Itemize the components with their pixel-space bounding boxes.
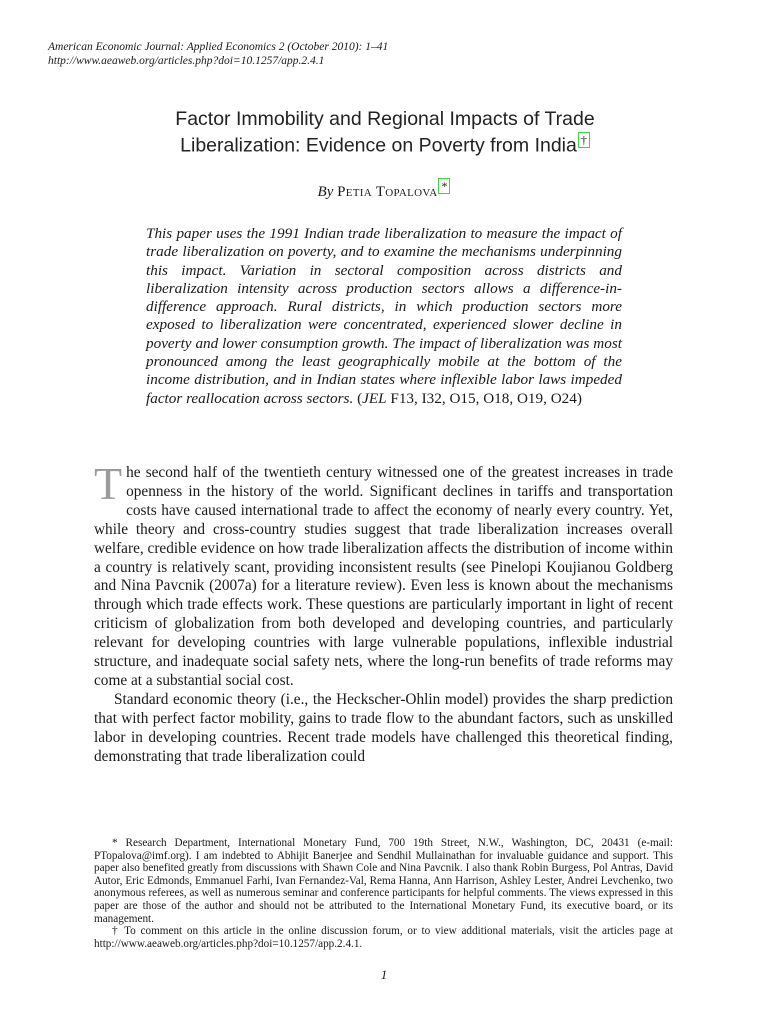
body-text [94,458,673,767]
author-name: Petia Topalova [337,184,438,200]
abstract-text: This paper uses the 1991 Indian trade liberalization to measure the impact of trade liberalization on poverty, and to examine the mechanisms underpinning this impact. Variation in sectoral composition across districts and liberalization intensity across production sectors allows a difference-in-difference approach. Rural districts, in which production sectors more exposed to liberalization were concentrated, experienced slower decline in poverty and lower consumption growth. The impact of liberalization was most pronounced among the least geographically mobile at the bottom of the income distribution, and in Indian states where inflexible labor laws impeded factor reallocation across sectors. [146,225,622,407]
title-line-2-text: Liberalization: Evidence on Poverty from India [180,134,577,157]
paper-title [60,107,710,159]
paragraph-2: Standard economic theory (i.e., the Heckscher-Ohlin model) provides the sharp prediction that with perfect factor mobility, gains to trade flow to the abundant factors, such as unskilled labor in developing countries. Recent trade models have challenged this theoretical finding, demonstrating that trade liberalization could [94,690,673,765]
jel-open: ( [357,389,363,407]
author-footnote-link[interactable]: * [438,178,450,194]
page-number: 1 [380,967,388,982]
journal-citation: American Economic Journal: Applied Economics 2 (October 2010): 1–41 [48,41,389,53]
drop-cap: T [94,458,123,509]
abstract [146,225,622,408]
paragraph-1 [94,458,673,691]
title-line-1: Factor Immobility and Regional Impacts of Trade [175,108,595,130]
jel-codes [357,390,582,407]
author-line [0,178,768,202]
footnotes [94,837,673,950]
footnote-star: * Research Department, International Monetary Fund, 700 19th Street, N.W., Washington, DC, 20431 (e-mail: PTopalova@imf.org). I am indebted to Abhijit Banerjee and Sendhil Mullainathan for invaluable guidance and support. This paper also benefited greatly from discussions with Shawn Cole and Nina Pavcnik. I also thank Robin Burgess, Pol Antras, David Autor, Eric Edmonds, Emmanuel Farhi, Ivan Fernandez-Val, Rema Hanna, Ann Harrison, Ashley Lester, Andrei Levchenko, two anonymous referees, as well as numerous seminar and conference participants for helpful comments. The views expressed in this paper are those of the author and should not be attributed to the International Monetary Fund, its executive board, or its management. [94,837,673,925]
title-line-2 [60,132,710,159]
jel-code-list: F13, I32, O15, O18, O19, O24) [390,389,582,407]
running-header [48,40,728,68]
title-footnote-link[interactable]: † [578,132,590,148]
paragraph-1-text: he second half of the twentieth century witnessed one of the greatest increases in trade openness in the history of the world. Significant declines in tariffs and transportation costs have caused international trade to affect the economy of nearly every country. Yet, while theory and cross-country studies suggest that trade liberalization increases overall welfare, credible evidence on how trade liberalization affects the distribution of income within a country is relatively scant, providing inconsistent results (see Pinelopi Koujianou Goldberg and Nina Pavcnik (2007a) for a literature review). Even less is known about the mechanisms through which trade effects work. These questions are particularly important in light of recent criticism of globalization from both developed and developing countries, and particularly relevant for developing countries with large vulnerable populations, inflexible industrial structure, and inadequate social safety nets, where the long-run benefits of trade reforms may come at a substantial social cost. [94,464,673,689]
article-url[interactable]: http://www.aeaweb.org/articles.php?doi=10.1257/app.2.4.1 [48,55,325,67]
author-by: By [317,184,334,200]
jel-label: JEL [362,389,387,407]
footnote-dagger: † To comment on this article in the online discussion forum, or to view additional materials, visit the articles page at http://www.aeaweb.org/articles.php?doi=10.1257/app.2.4.1. [94,925,673,950]
